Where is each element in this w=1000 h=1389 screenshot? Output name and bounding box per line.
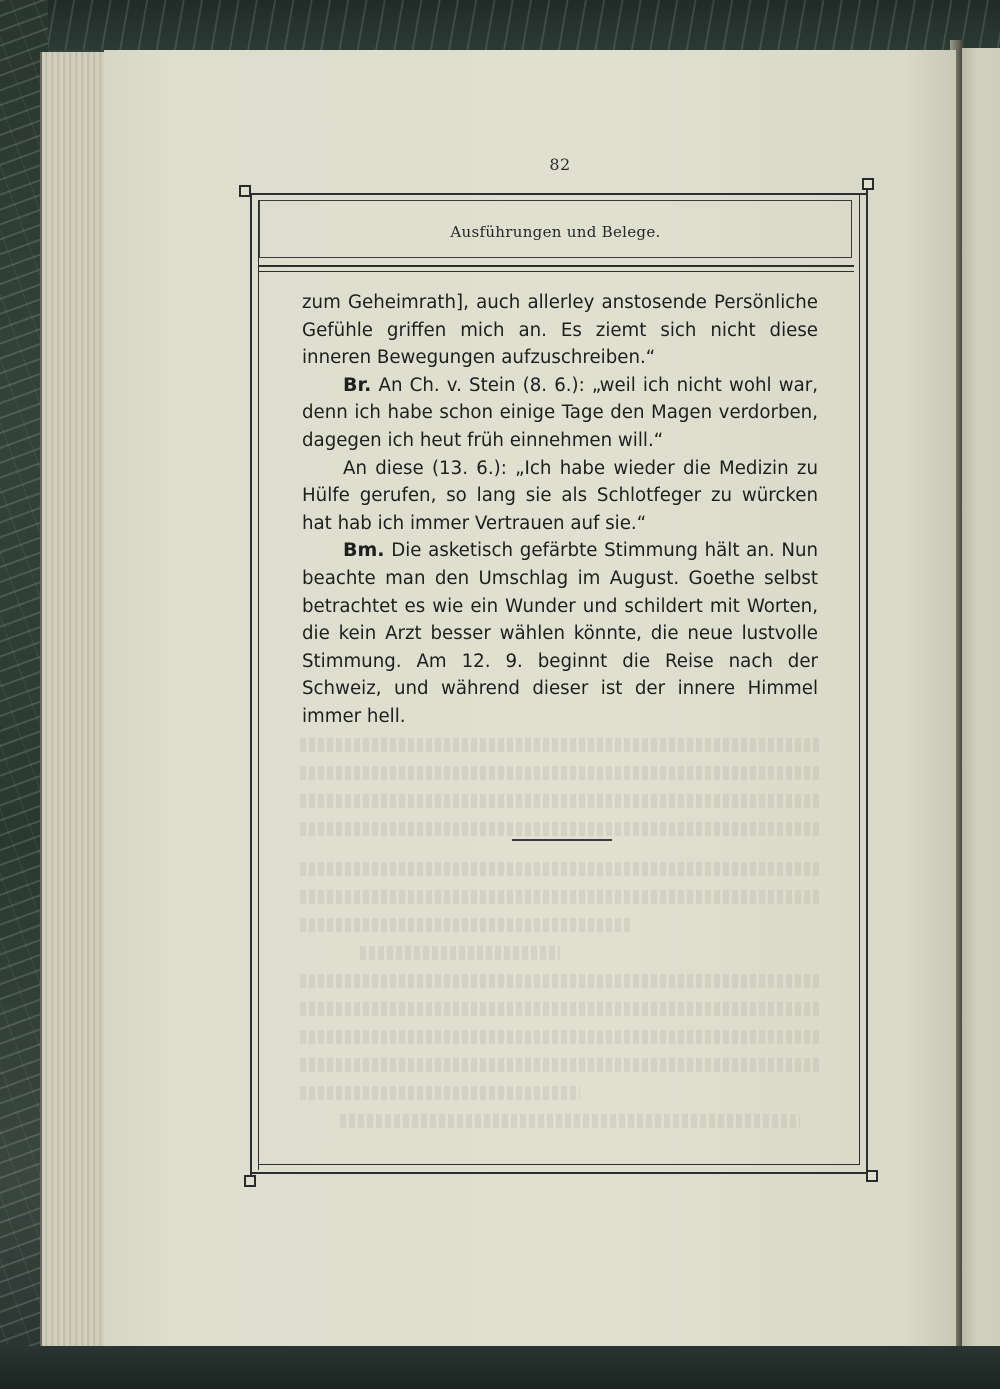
- paragraph-text: Die asketisch gefärbte Stimmung hält an. Nun beachte man den Umschlag im August. Goethe selbst betrachtet es wie ein Wunder und schildert mit Worten, die kein Arzt besser wählen könnte, die neue lustvolle Stimmung. Am 12. 9. beginnt die Reise nach der Schweiz, und während dieser ist der innere Himmel immer hell.: [302, 540, 818, 727]
- frame-bottom-rule: [250, 1172, 868, 1174]
- page-number: 82: [549, 155, 571, 174]
- paragraph-text: An Ch. v. Stein (8. 6.): „weil ich nicht wohl war, denn ich habe schon einige Tage den Magen verdorben, dagegen ich heut früh einnehmen will.“: [302, 374, 818, 451]
- bleed-through-line: [300, 890, 820, 904]
- frame-right-inner-rule: [859, 195, 860, 1165]
- bleed-through-line: [300, 738, 820, 752]
- bleed-through-line: [360, 946, 560, 960]
- bleed-through-line: [300, 918, 630, 932]
- bleed-through-line: [300, 1086, 580, 1100]
- header-rule: [258, 265, 854, 267]
- frame-bottom-inner-rule: [258, 1164, 860, 1165]
- frame-top-rule: [250, 193, 868, 195]
- frame-right-rule: [866, 186, 868, 1178]
- running-header: Ausführungen und Belege.: [450, 223, 661, 241]
- body-text: [302, 289, 818, 731]
- paragraph: An diese (13. 6.): „Ich habe wieder die Medizin zu Hülfe gerufen, so lang sie als Schlotfeger zu würcken hat hab ich immer Vertrauen auf sie.“: [302, 457, 818, 534]
- cover-bottom: [0, 1346, 1000, 1389]
- header-rule-thin: [258, 271, 854, 272]
- bleed-through-line: [300, 862, 820, 876]
- paragraph: [302, 372, 818, 455]
- bleed-through-line: [300, 1030, 820, 1044]
- facing-page-edge: [962, 48, 1000, 1348]
- page-edges: [40, 52, 110, 1348]
- bleed-through-line: [300, 766, 820, 780]
- corner-ornament: [866, 1170, 878, 1182]
- bleed-through-line: [300, 974, 820, 988]
- frame-left-inner-rule: [258, 200, 259, 1170]
- frame-left-rule: [250, 193, 252, 1178]
- section-separator: [512, 839, 612, 841]
- paragraph-label: Br.: [343, 373, 372, 396]
- corner-ornament: [239, 185, 251, 197]
- paragraph: [302, 537, 818, 730]
- bleed-through-line: [300, 822, 820, 836]
- bleed-through-line: [300, 1058, 820, 1072]
- corner-ornament: [862, 178, 874, 190]
- bleed-through-line: [300, 794, 820, 808]
- marbled-cover-top: [0, 0, 1000, 50]
- paragraph: zum Geheimrath], auch allerley anstosende Persönliche Gefühle griffen mich an. Es ziemt sich nicht diese inneren Bewegungen aufzuschreiben.“: [302, 292, 818, 369]
- paragraph-label: Bm.: [343, 539, 385, 562]
- corner-ornament: [244, 1175, 256, 1187]
- bleed-through-line: [300, 1002, 820, 1016]
- bleed-through-line: [340, 1114, 800, 1128]
